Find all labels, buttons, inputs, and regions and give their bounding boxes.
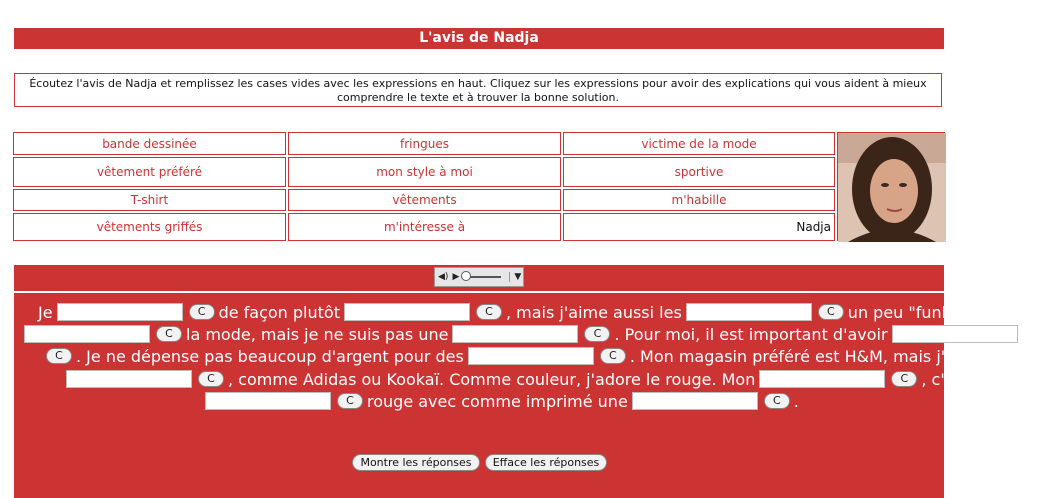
text-segment: , comme Adidas ou Kookaï. Comme couleur, j'adore le rouge. Mon xyxy=(228,369,756,389)
answer-input-3[interactable] xyxy=(686,303,812,321)
show-answers-button[interactable]: Montre les réponses xyxy=(352,454,480,471)
answer-input-4[interactable] xyxy=(24,325,150,343)
nadja-photo xyxy=(837,132,945,241)
page-title: L'avis de Nadja xyxy=(14,28,944,49)
word-vetements[interactable]: vêtements xyxy=(288,189,561,211)
word-fringues[interactable]: fringues xyxy=(288,132,561,155)
answer-input-5[interactable] xyxy=(452,325,578,343)
text-line-3 xyxy=(40,345,1063,367)
text-segment: . xyxy=(793,391,799,411)
text-segment: . Pour moi, il est important d'avoir xyxy=(614,324,888,344)
check-button-9[interactable]: C xyxy=(891,371,917,387)
instructions-text: Écoutez l'avis de Nadja et remplissez les cases vides avec les expressions en haut. Cliquez sur les expressions pour avoir des explications qui vous aident à mieux comprendre le texte et à trouver la bonne solution. xyxy=(14,73,942,107)
text-segment: , mais j'aime aussi les xyxy=(505,302,682,322)
word-sportive[interactable]: sportive xyxy=(563,157,835,187)
answer-input-8[interactable] xyxy=(66,370,192,388)
check-button-8[interactable]: C xyxy=(198,371,224,387)
text-line-5 xyxy=(205,390,803,412)
answer-input-6[interactable] xyxy=(892,325,1018,343)
check-button-5[interactable]: C xyxy=(584,326,610,342)
check-button-10[interactable]: C xyxy=(337,393,363,409)
check-button-4[interactable]: C xyxy=(156,326,182,342)
text-segment: , c'est un xyxy=(921,369,995,389)
text-line-2 xyxy=(24,323,1018,345)
word-t-shirt[interactable]: T-shirt xyxy=(13,189,286,211)
text-segment: rouge avec comme imprimé une xyxy=(367,391,628,411)
photo-caption: Nadja xyxy=(563,213,835,241)
word-victime-de-la-mode[interactable]: victime de la mode xyxy=(563,132,835,155)
check-button-2[interactable]: C xyxy=(476,304,502,320)
word-vetements-griffes[interactable]: vêtements griffés xyxy=(13,213,286,241)
word-minteresse-a[interactable]: m'intéresse à xyxy=(288,213,561,241)
check-button-11[interactable]: C xyxy=(764,393,790,409)
menu-chevron-down-icon[interactable]: ▼ xyxy=(509,272,521,282)
word-bande-dessinee[interactable]: bande dessinée xyxy=(13,132,286,155)
text-segment: la mode, mais je ne suis pas une xyxy=(186,324,449,344)
check-button-1[interactable]: C xyxy=(189,304,215,320)
check-button-3[interactable]: C xyxy=(818,304,844,320)
answer-input-11[interactable] xyxy=(632,392,758,410)
text-line-4 xyxy=(66,368,999,390)
clear-answers-button[interactable]: Efface les réponses xyxy=(485,454,607,471)
text-segment: un peu "funky". Je xyxy=(847,302,992,322)
answer-input-2[interactable] xyxy=(344,303,470,321)
volume-icon[interactable]: ◀) xyxy=(438,272,449,282)
progress-slider[interactable] xyxy=(463,276,501,278)
text-segment: . Mon magasin préféré est H&M, mais j'aime aussi les xyxy=(629,346,1059,366)
check-button-7[interactable]: C xyxy=(600,348,626,364)
word-mhabille[interactable]: m'habille xyxy=(563,189,835,211)
answer-input-7[interactable] xyxy=(468,347,594,365)
answer-input-10[interactable] xyxy=(205,392,331,410)
answer-input-9[interactable] xyxy=(759,370,885,388)
text-segment: . Je ne dépense pas beaucoup d'argent pour des xyxy=(76,346,464,366)
word-vetement-prefere[interactable]: vêtement préféré xyxy=(13,157,286,187)
text-line-1 xyxy=(34,301,996,323)
play-icon[interactable]: ▶ xyxy=(452,272,460,282)
text-segment: Je xyxy=(38,302,53,322)
answer-input-1[interactable] xyxy=(57,303,183,321)
text-segment: de façon plutôt xyxy=(218,302,340,322)
word-mon-style-a-moi[interactable]: mon style à moi xyxy=(288,157,561,187)
check-button-6[interactable]: C xyxy=(46,348,72,364)
audio-player[interactable] xyxy=(434,267,524,287)
